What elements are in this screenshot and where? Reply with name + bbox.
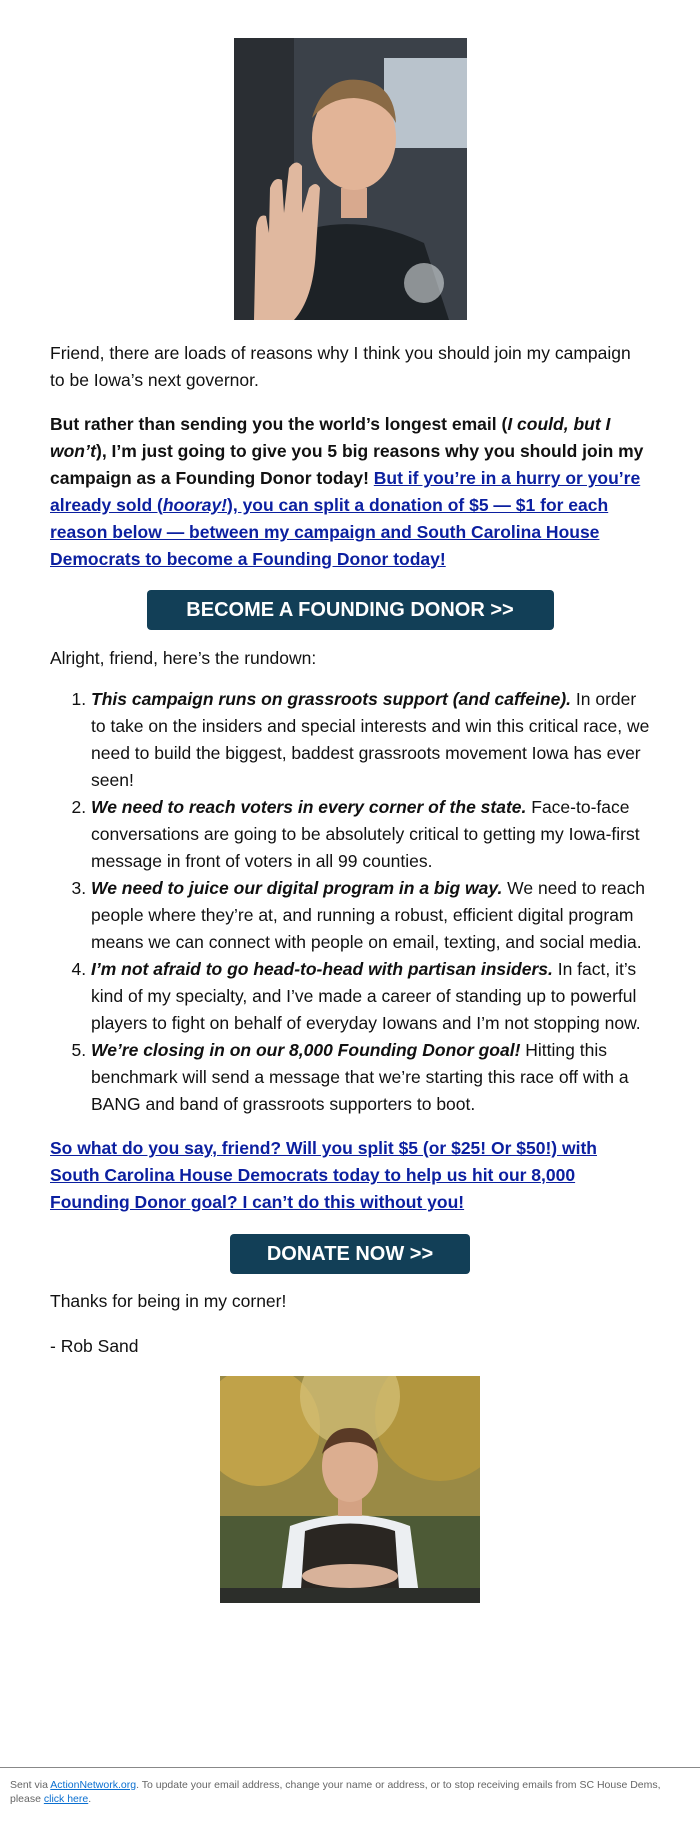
candidate-portrait-illustration bbox=[220, 1376, 480, 1603]
candidate-portrait-photo bbox=[220, 1376, 480, 1603]
reasons-intro-paragraph bbox=[50, 411, 650, 573]
reasons-list bbox=[50, 686, 650, 1118]
thanks-text: Thanks for being in my corner! bbox=[50, 1291, 287, 1311]
reason-body: In fact, it’s kind of my specialty, and I’ve made a career of standing up to powerful players to fight on behalf of everyday Iowans and I’m not stopping now. bbox=[91, 959, 641, 1033]
split-donation-link-a: But if you’re in a hurry or you’re already sold ( bbox=[50, 468, 641, 515]
candidate-waving-photo bbox=[234, 38, 467, 320]
reason-body: We need to reach people where they’re at, and running a robust, efficient digital program means we can connect with people on email, texting, and social media. bbox=[91, 878, 645, 952]
footer-middle-text: . To update your email address, change your name or address, or to stop receiving emails from SC House Dems, please bbox=[10, 1779, 661, 1805]
reason-item bbox=[91, 686, 650, 794]
reason-title: We need to juice our digital program in a big way. bbox=[91, 878, 503, 898]
closing-paragraph bbox=[50, 1135, 650, 1216]
reason-item bbox=[91, 794, 650, 875]
para2-text-c: ), I’m just going to give you 5 big reasons why you should join my campaign as a Founding Donor today! bbox=[50, 441, 644, 488]
reason-title: This campaign runs on grassroots support (and caffeine). bbox=[91, 689, 572, 709]
intro-paragraph: Friend, there are loads of reasons why I think you should join my campaign to be Iowa’s next governor. bbox=[50, 343, 631, 390]
footer-divider bbox=[0, 1767, 700, 1768]
reason-body: In order to take on the insiders and special interests and win this critical race, we need to build the biggest, baddest grassroots movement Iowa has ever seen! bbox=[91, 689, 650, 790]
email-footer bbox=[10, 1778, 670, 1806]
split-donation-link-c: ), you can split a donation of $5 — $1 for each reason below — between my campaign and South Carolina House Democrats to become a Founding Donor today! bbox=[50, 495, 609, 569]
footer-sent-via: Sent via bbox=[10, 1779, 51, 1791]
rundown-text: Alright, friend, here’s the rundown: bbox=[50, 648, 317, 668]
reason-item bbox=[91, 956, 650, 1037]
become-founding-donor-button[interactable]: BECOME A FOUNDING DONOR >> bbox=[147, 590, 554, 630]
unsubscribe-click-here-link[interactable]: click here bbox=[43, 1793, 89, 1805]
split-donation-link-b: hooray! bbox=[162, 495, 228, 515]
closing-donate-link[interactable]: So what do you say, friend? Will you split $5 (or $25! Or $50!) with South Carolina House Democrats today to help us hit our 8,000 Founding Donor goal? I can’t do this without you! bbox=[50, 1138, 597, 1212]
signature-text: - Rob Sand bbox=[50, 1336, 139, 1356]
donate-now-button[interactable]: DONATE NOW >> bbox=[230, 1234, 470, 1274]
reason-item bbox=[91, 875, 650, 956]
candidate-waving-illustration bbox=[234, 38, 467, 320]
reason-body: Hitting this benchmark will send a message that we’re starting this race off with a BANG and band of grassroots supporters to boot. bbox=[91, 1040, 629, 1114]
email-body bbox=[50, 0, 650, 1603]
reason-body: Face-to-face conversations are going to be absolutely critical to getting my Iowa-first message in front of voters in all 99 counties. bbox=[91, 797, 640, 871]
reason-title: We’re closing in on our 8,000 Founding Donor goal! bbox=[91, 1040, 521, 1060]
reason-title: We need to reach voters in every corner of the state. bbox=[91, 797, 527, 817]
action-network-link[interactable]: ActionNetwork.org bbox=[50, 1779, 137, 1791]
reason-title: I’m not afraid to go head-to-head with partisan insiders. bbox=[91, 959, 553, 979]
reason-item bbox=[91, 1037, 650, 1118]
footer-end-text: . bbox=[88, 1793, 92, 1805]
para2-text-b: I could, but I won’t bbox=[50, 414, 611, 461]
para2-text-a: But rather than sending you the world’s longest email ( bbox=[50, 414, 508, 434]
